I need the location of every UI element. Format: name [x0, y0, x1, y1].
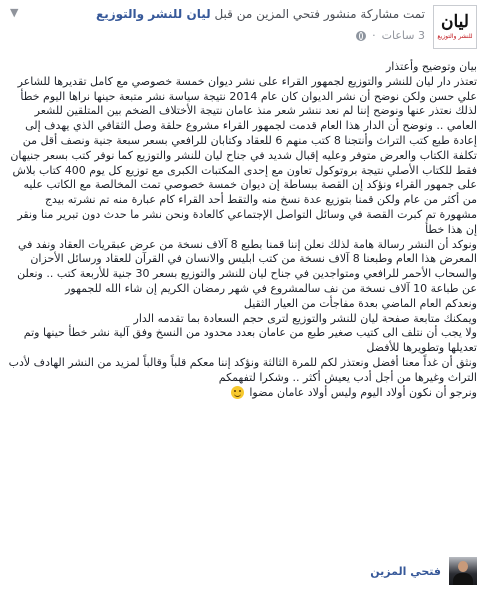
post-header	[0, 0, 485, 58]
post-paragraph: ولا يجب أن نتلف الى كتيب صغير طبع من عامان بعدد محدود من النسخ وفق آلية نشر خطأ حينها وتم تعديلها وتطويرها للأفضل	[23, 326, 477, 355]
post-timestamp[interactable]: 3 ساعات	[381, 29, 425, 42]
separator-dot: ·	[372, 29, 376, 42]
post-paragraph-title: بيان وتوضيح وأعتذار	[385, 60, 477, 73]
post-paragraph: ونثق أن غداً معنا أفضل ونعتذر لكم للمرة الثالثة ونؤكد إننا معكم قلباً وقالباً لمزيد من النشر الهادف لأدب التراث وغيرها من أجل أدب يعيش أكثر .. وشكرا لتفهمكم	[8, 355, 477, 384]
post-paragraph: ويمكنك متابعة صفحة ليان للنشر والتوزيع لترى حجم السعادة بما تقدمه الدار	[133, 311, 477, 325]
globe-icon[interactable]	[356, 31, 366, 41]
logo-subtext: للنشر والتوزيع	[437, 32, 473, 40]
original-author[interactable]	[370, 557, 477, 585]
shared-prefix: تمت مشاركة منشور فتحي المزين من قبل	[214, 7, 425, 21]
post-body	[7, 60, 477, 400]
logo-text: ليان	[441, 11, 469, 32]
page-name-link[interactable]: ليان للنشر والتوزيع	[96, 7, 211, 21]
author-name[interactable]: فتحي المزين	[370, 564, 441, 578]
post-paragraph-last	[7, 386, 477, 401]
smiley-emoji-icon	[231, 386, 244, 399]
post-paragraph: ونعدكم العام الماضي بعدة مفاجأت من العيار الثقيل	[243, 296, 477, 310]
page-logo[interactable]	[433, 5, 477, 49]
chevron-down-icon[interactable]: ▼	[10, 6, 19, 19]
post-paragraph: ونوكد أن النشر رسالة هامة لذلك نعلن إننا قمنا بطبع 8 آلاف نسخة من عرض عبقريات العقاد ونفد في المعرض هذا العام وطبعنا 8 آلاف نسخة من كتب ابليس والانسان في القرآن للعقاد ورسائل الأحزان والسحاب الأحمر للرافعي ومتواجدين في جناح ليان للنشر والتوزيع بسعر 30 جنية للأربعة كتب .. ونعلن عن طباعة 10 آلاف نسخة من نف سالمشروع في شهر رمضان الكريم إن شاء الله للجمهور	[17, 237, 477, 295]
shared-by-line	[96, 7, 425, 21]
post-closing-text: ونرجو أن نكون أولاد اليوم وليس أولاد عامان مضوا	[249, 385, 477, 399]
avatar[interactable]	[449, 557, 477, 585]
post-meta	[356, 29, 425, 42]
post-paragraph: تعتذر دار ليان للنشر والتوزيع لجمهور القراء على نشر ديوان خمسة خصوصي مع كامل تقديرها للشاعر علي حسن ولكن نوضح أن نشر الديوان كان عام 2014 نتيجة سياسة نشر متبعة حينها نراها اليوم خطأ لذلك نعتذر عنها ونوضح إننا لم نعد ننشر شعر منذ عامان نتيجة الأختلاف الضخم بين المتلقين للشعر العامي .. ونوضح أن الدار هذا العام قدمت لجمهور القراء مشروع حلقة وصل الثقافي الذي يهدف إلى إعادة طبع كتب التراث وأنتجنا 8 كتب منهم 6 للعقاد وكتابان للرافعي بسعر سبعة جنية ونصف أقل من تكلفة الكتاب والعرض متوفر وعليه إقبال شديد في جناح ليان للنشر والتوزيع كما نوفر كتب بسعر جنيهان فقط للكتاب الأصلي نتيجة بروتوكول تعاون مع إحدى المكتبات الكبرى مع توزيع كل يوم 400 كتاب بلاش على جمهور القراء ونؤكد إن القصة ببساطة إن ديوان خمسة خصوصي تمت المخالصة مع الكاتب عليه من أكثر من عام ولكن قمنا بتوزيع عدة نسخ منه والتقط أحد القراء كام عبارة منه تم نشرته بيدج مشهورة تم كبرت القصة في وسائل التواصل الإجتماعي كالعادة ونحن نشر ما حدث دون تبرير منا ونقر إن هذا خطأ	[10, 74, 477, 236]
